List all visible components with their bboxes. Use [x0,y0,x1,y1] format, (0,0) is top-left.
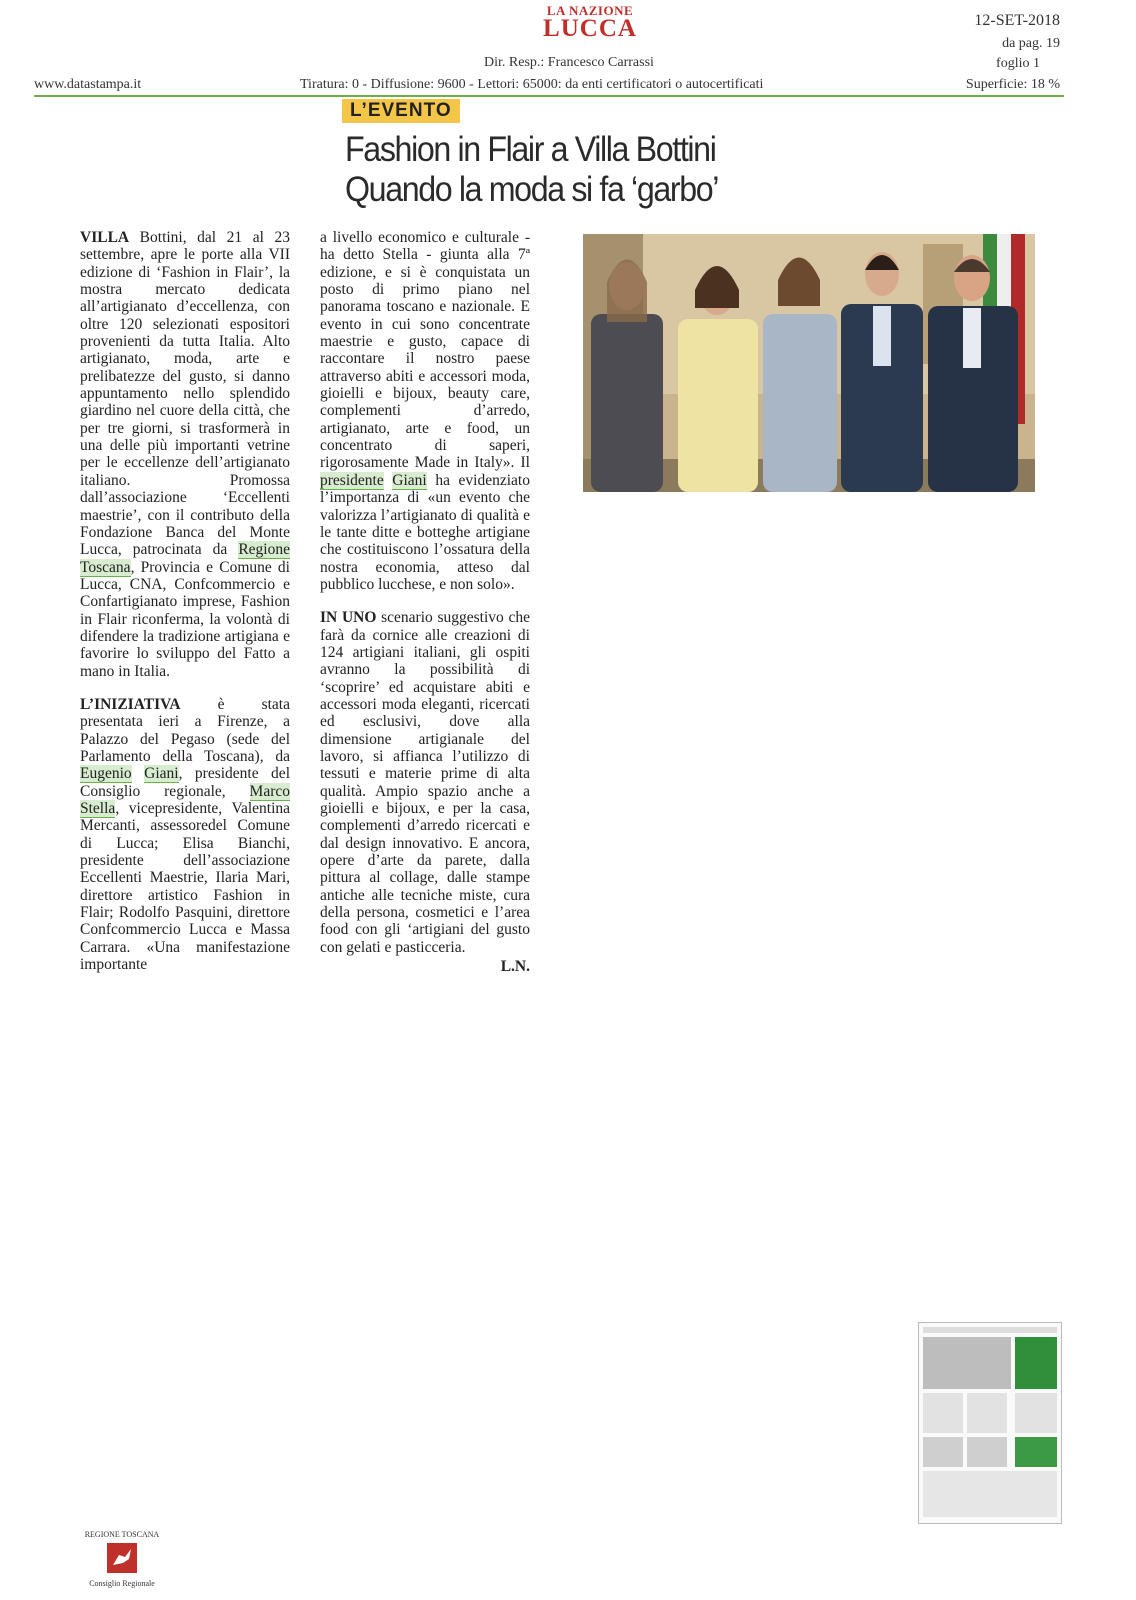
paragraph: VILLA Bottini, dal 21 al 23 settembre, apre le porte alla VII edizione di ‘Fashion in Flair’, la mostra mercato dedicata all’artigianato d’eccellenza, con oltre 120 selezionati espositori provenienti da tutta Italia. Alto artigianato, moda, arte e prelibatezze del gusto, si danno appuntamento nello splendido giardino nel cuore della città, che per tre giorni, si trasformerà in una delle più importanti vetrine per le eccellenze dell’artigianato italiano. Promossa dall’associazione ‘Eccellenti maestrie’, con il contributo della Fondazione Banca del Monte Lucca, patrocinata da Regione Toscana, Provincia e Comune di Lucca, CNA, Confcommercio e Confartigianato imprese, Fashion in Flair riconferma, la volontà di difendere la tradizione artigiana e favorire lo sviluppo del Fatto a mano in Italia. [80,229,290,680]
logo-text-bottom: Consiglio Regionale [89,1579,155,1588]
highlighted-term: Eugenio [80,765,132,783]
newspaper-masthead [520,4,660,41]
header-divider [34,95,1064,97]
group-photo-illustration [583,234,1035,492]
masthead-city: LUCCA [543,15,637,42]
article-column-1 [80,229,290,989]
paragraph: a livello economico e culturale - ha detto Stella - giunta alla 7ª edizione, e si è conquistata un posto di primo piano nel panorama toscano e nazionale. E evento in cui sono concentrate maestrie e gusto, capace di raccontare il nostro paese attraverso abiti e accessori moda, gioielli e bijoux, beauty care, complementi d’arredo, artigianato, arte e food, un concentrato di saperi, rigorosamente Made in Italy». Il presidente Giani ha evidenziato l’importanza di «un evento che valorizza l’artigianato di qualità e le tante ditte e botteghe artigiane che costituiscono l’ossatura della nostra economia, atteso dal pubblico lucchese, e non solo». [320,229,530,593]
page-reference: da pag. 19 [1002,36,1060,51]
highlighted-term: Marco [249,782,290,800]
website-link[interactable]: www.datastampa.it [34,77,142,92]
paragraph: IN UNO scenario suggestivo che farà da cornice alle creazioni di 124 artigiani italiani, gli ospiti avranno la possibilità di ‘scoprire’ ed acquistare abiti e accessori moda eleganti, ricercati ed esclusivi, dove alla dimensione artigianale del lavoro, si affianca l’utilizzo di tessuti e materie prime di alta qualità. Ampio spazio anche a gioielli e bijoux, e per la casa, complementi d’arredo ricercati e dal design innovativo. E ancora, opere d’arte da parete, dalla pittura al collage, dalle stampe antiche alle tecniche miste, cura della persona, cosmetici e l’area food con gli ‘artigiani del gusto con gelati e pasticceria. [320,609,530,956]
highlighted-term: Toscana [80,558,131,576]
pegasus-icon [107,1543,137,1573]
article-kicker: L’EVENTO [342,99,460,123]
lead-word: VILLA [80,229,130,246]
article-column-2 [320,229,530,975]
highlighted-term: Stella [80,800,116,817]
headline-line-2: Quando la moda si fa ‘garbo’ [345,170,719,209]
highlighted-term: Regione [238,541,290,559]
circulation-info: Tiratura: 0 - Diffusione: 9600 - Lettori: 65000: da enti certificatori o autocertificati [300,77,764,92]
highlighted-term: Giani [392,471,427,489]
highlighted-term: Giani [144,765,179,783]
page-thumbnail-illustration [919,1323,1061,1523]
highlighted-term: presidente [320,471,384,489]
headline-line-1: Fashion in Flair a Villa Bottini [345,130,716,169]
masthead-top: LA NAZIONE [546,3,634,18]
article-photo [583,234,1035,492]
logo-text-top: REGIONE TOSCANA [84,1530,160,1539]
regione-toscana-logo [84,1530,160,1589]
sheet-number: foglio 1 [996,56,1040,71]
author-signature: L.N. [500,958,530,976]
surface-percentage: Superficie: 18 % [965,77,1060,92]
editor-in-chief: Dir. Resp.: Francesco Carrassi [484,55,654,70]
lead-word: IN UNO [320,609,377,627]
article-headline [345,130,718,210]
publication-date: 12-SET-2018 [974,12,1060,29]
paragraph: L’INIZIATIVA è stata presentata ieri a Firenze, a Palazzo del Pegaso (sede del Parlamento della Toscana), da Eugenio Giani, presidente del Consiglio regionale, Marco Stella, vicepresidente, Valentina Mercanti, assessoredel Comune di Lucca; Elisa Bianchi, presidente dell’associazione Eccellenti Maestrie, Ilaria Mari, direttore artistico Fashion in Flair; Rodolfo Pasquini, direttore Confcommercio Lucca e Massa Carrara. «Una manifestazione importante [80,695,290,974]
lead-word: L’INIZIATIVA [80,695,181,713]
page-thumbnail[interactable] [918,1322,1062,1524]
